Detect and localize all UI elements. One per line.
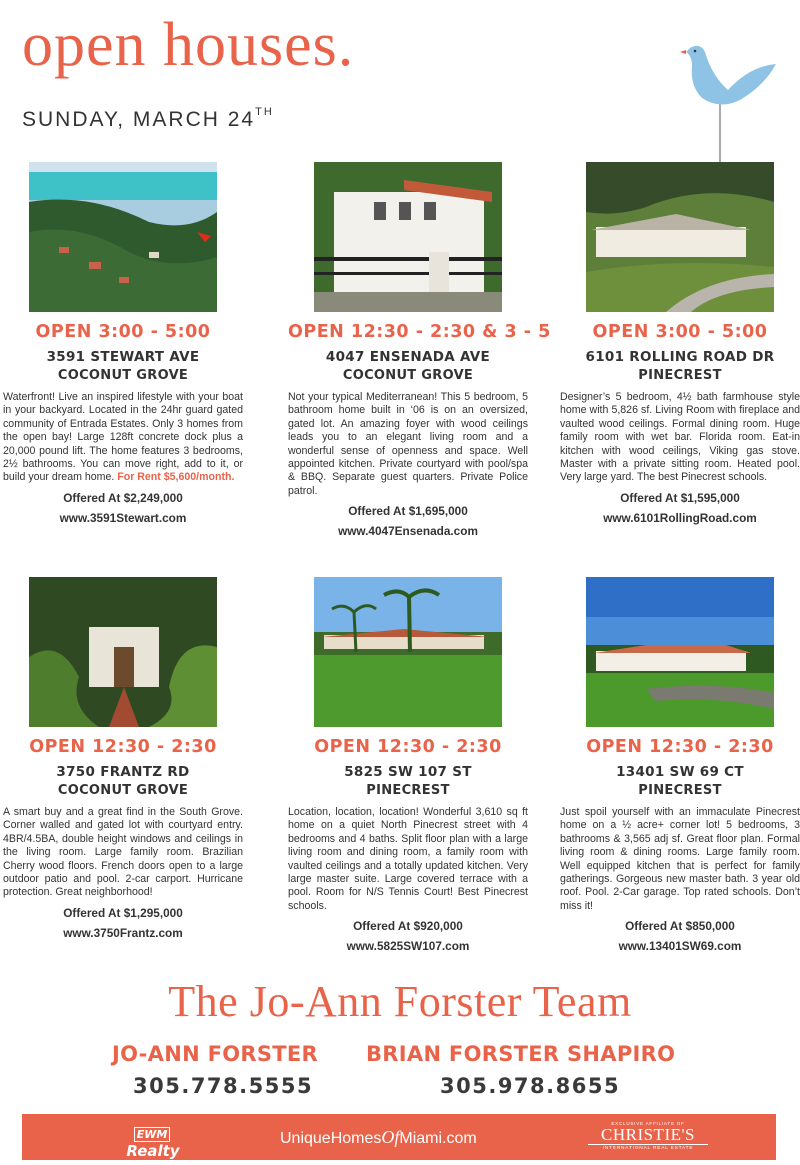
listing-description: Designer’s 5 bedroom, 4½ bath farmhouse style home with 5,826 sf. Living Room with fireplace and vaulted wood ceilings. Formal dining room. Huge family room with wet bar. Florida room. Eat-in kitchen with wood ceilings, Viking gas stove. Master with a private sitting room. Heated pool. Very large yard. The best Pinecrest schools.	[560, 391, 800, 484]
listing-card	[288, 162, 551, 539]
event-date	[22, 108, 274, 132]
listing-photo	[586, 162, 774, 312]
site-part-b: Of	[381, 1127, 400, 1147]
bird-icon	[680, 38, 780, 168]
ewm-logo-word: Realty	[126, 1142, 180, 1160]
listing-address: 5825 SW 107 ST	[344, 764, 472, 780]
listing-price: Offered At $2,249,000	[63, 490, 183, 505]
open-time: OPEN 3:00 - 5:00	[35, 322, 211, 342]
listing-website-link[interactable]: www.13401SW69.com	[618, 939, 742, 954]
listing-photo	[586, 577, 774, 727]
open-time: OPEN 12:30 - 2:30	[314, 737, 502, 757]
rent-note: For Rent $5,600/month.	[117, 471, 235, 484]
listing-price: Offered At $1,295,000	[63, 905, 183, 920]
ewm-realty-logo	[108, 1124, 198, 1165]
listing-area: PINECREST	[638, 368, 722, 383]
listing-description: Just spoil yourself with an immaculate Pinecrest home on a ½ acre+ corner lot! 5 bedrooms, 3 bathrooms & 3,565 adj sf. Great floor plan. Formal living room & dining rooms. Large family room. Well equipped kitchen that is perfect for family gatherings. Gorgeous new master bath. 3 year old roof. Pool. 2-Car garage. Top rated schools. Don’t miss it!	[560, 806, 800, 912]
agent-name-1: JO-ANN FORSTER	[112, 1042, 319, 1066]
agent-phone-2[interactable]: 305.978.8655	[440, 1074, 621, 1098]
listing-card	[560, 162, 800, 525]
listing-area: PINECREST	[638, 783, 722, 798]
listing-card	[560, 577, 800, 953]
listing-area: COCONUT GROVE	[57, 368, 189, 383]
description-text: Waterfront! Live an inspired lifestyle with your boat in your backyard. Located in the 24hr guard gated community of Entrada Estates. Only 3 homes from the open bay! Large 128ft concrete dock plus a 20,000 pound lift. The home features 3 bedrooms, 2½ bathrooms. You can move right, add to it, or build your dream home.	[3, 391, 243, 484]
ewm-logo-mark: EWM	[134, 1127, 171, 1142]
open-time: OPEN 12:30 - 2:30	[29, 737, 217, 757]
team-name: The Jo-Ann Forster Team	[168, 977, 632, 1026]
listing-area: COCONUT GROVE	[57, 783, 189, 798]
christies-top: EXCLUSIVE AFFILIATE OF	[611, 1121, 685, 1126]
footer-bar	[22, 1114, 776, 1165]
listing-website-link[interactable]: www.3591Stewart.com	[59, 510, 187, 525]
ewm-logo-text	[108, 1124, 198, 1160]
listing-photo	[29, 577, 217, 727]
listing-description: Location, location, location! Wonderful 3,610 sq ft home on a quiet North Pinecrest street with 4 bedrooms and 4 baths. Split floor plan with a large living room and dining room, a family room with vaulted ceilings and a totally updated kitchen. Very large master suite. Large covered terrace with a pool. Room for N/S Tennis Court! Best Pinecrest schools.	[288, 806, 528, 912]
open-time: OPEN 12:30 - 2:30 & 3 - 5	[288, 322, 551, 342]
listing-description: A smart buy and a great find in the South Grove. Corner walled and gated lot with courtyard entry. 4BR/4.5BA, double height windows and ceilings in the living room. Large family room. Brazilian Cherry wood floors. French doors open to a large outdoor patio and pool. 2-car carport. Hurricane protection. Great neighborhood!	[3, 806, 243, 899]
date-suffix: TH	[255, 106, 274, 118]
site-part-a: UniqueHomes	[280, 1130, 382, 1147]
open-time: OPEN 12:30 - 2:30	[586, 737, 774, 757]
listing-card	[3, 162, 243, 525]
listing-description	[3, 391, 243, 485]
listing-price: Offered At $850,000	[625, 919, 735, 934]
listing-price: Offered At $1,695,000	[348, 504, 468, 519]
listing-card	[288, 577, 528, 953]
listing-area: PINECREST	[366, 783, 450, 798]
listing-website-link[interactable]: www.6101RollingRoad.com	[603, 510, 757, 525]
agent-phone-1[interactable]: 305.778.5555	[133, 1074, 314, 1098]
listing-price: Offered At $920,000	[353, 919, 463, 934]
listing-address: 4047 ENSENADA AVE	[325, 349, 491, 365]
listing-photo	[314, 577, 502, 727]
ewm-logo-sub: INTERNATIONAL	[116, 1161, 190, 1165]
listing-description: Not your typical Mediterranean! This 5 bedroom, 5 bathroom home built in ‘06 is on an oversized, gated lot. An amazing foyer with wood ceilings leads you to an elegant living room and a wonderful sense of openness and space. Well appointed kitchen. Private courtyard with pool/spa & BBQ. Separate guest quarters. Private Police patrol.	[288, 391, 528, 497]
listing-photo	[314, 162, 502, 312]
listing-photo	[29, 162, 217, 312]
christies-logo	[588, 1121, 708, 1151]
listing-address: 3591 STEWART AVE	[46, 349, 200, 365]
site-part-c: Miami.com	[399, 1130, 477, 1147]
date-text: SUNDAY, MARCH 24	[22, 108, 256, 131]
open-time: OPEN 3:00 - 5:00	[592, 322, 768, 342]
christies-bottom: INTERNATIONAL REAL ESTATE	[588, 1144, 708, 1151]
listing-website-link[interactable]: www.3750Frantz.com	[63, 925, 183, 940]
listing-website-link[interactable]: www.4047Ensenada.com	[338, 524, 478, 539]
christies-main: CHRISTIE'S	[600, 1125, 696, 1144]
listing-area: COCONUT GROVE	[342, 368, 474, 383]
site-link[interactable]	[280, 1127, 477, 1148]
listing-price: Offered At $1,595,000	[620, 490, 740, 505]
listing-address: 13401 SW 69 CT	[616, 764, 744, 780]
listing-address: 6101 ROLLING ROAD DR	[585, 349, 775, 365]
agent-name-2: BRIAN FORSTER SHAPIRO	[366, 1042, 676, 1066]
listing-card	[3, 577, 243, 940]
listing-address: 3750 FRANTZ RD	[56, 764, 190, 780]
listing-website-link[interactable]: www.5825SW107.com	[346, 939, 470, 954]
page-title: open houses.	[22, 11, 355, 79]
